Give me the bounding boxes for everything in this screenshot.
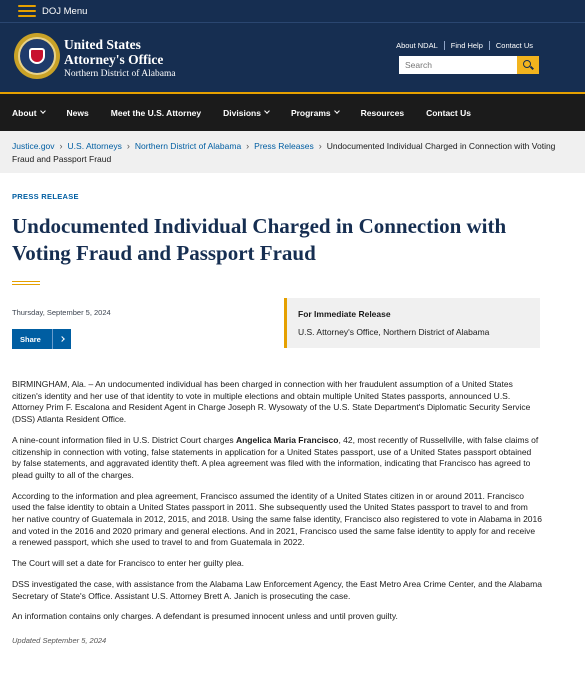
search-icon — [523, 60, 531, 68]
chevron-right-icon: › — [246, 141, 250, 151]
p2-after: , 42, most recently of Russellville, with false claims of citizenship in connection with voting, false statements in application for a United States passport, use of a United States passport obtained by false statements, and aggravated identity theft. A plea agreement was filed with the information, indicating that Francisco has agreed to plead guilty to all of the charges. — [12, 434, 539, 480]
nav-item-programs[interactable] — [291, 108, 339, 118]
nav-label: Meet the U.S. Attorney — [110, 107, 202, 118]
paragraph-3: According to the information and plea agreement, Francisco assumed the identity of a United States citizen in or around 2011. Francisco used the false identity to obtain a United States passport in 2011. She subsequently used the United States passport to travel to and from her native country of Guatemala in 2012, 2015, and 2018. Using the same false identity, Francisco also registered to vote in Alabama in 2016 and voted in the 2016 and 2020 primary and general elections. And in 2021, Francisco used the same false identity to apply for and receive a renewed passport, which she used to travel to and from Guatemala in 2022. — [12, 490, 542, 548]
doj-topbar — [0, 0, 585, 22]
brand-line2: Attorney's Office — [64, 52, 164, 67]
release-info-box — [284, 298, 540, 348]
utility-link-find-help[interactable]: Find Help — [444, 41, 489, 50]
breadcrumb-current: Undocumented Individual Charged in Connection with Voting Fraud and Passport Fraud — [12, 141, 556, 164]
paragraph-1: BIRMINGHAM, Ala. – An undocumented individual has been charged in connection with her fraudulent assumption of a United States citizen's identity and her use of that identity to vote in multiple elections and obtain multiple United States passports, announced U.S. Attorney Prim F. Escalona and Resident Agent in Charge Joseph R. Wysowaty of the U.S. State Department's Diplomatic Security Service (DSS) Atlanta Resident Office. — [12, 379, 531, 425]
p2-before: A nine-count information filed in U.S. District Court charges — [12, 434, 236, 445]
nav-item-meet-attorney[interactable] — [111, 108, 201, 118]
press-release-label: PRESS RELEASE — [12, 192, 79, 201]
utility-link-contact[interactable]: Contact Us — [489, 41, 539, 50]
search-form — [399, 56, 539, 74]
share-button[interactable] — [12, 329, 71, 349]
publish-date: Thursday, September 5, 2024 — [12, 308, 111, 317]
article — [0, 192, 585, 645]
nav-item-resources[interactable] — [361, 108, 404, 118]
search-input[interactable] — [399, 56, 517, 74]
nav-label: Divisions — [223, 107, 261, 118]
doj-menu-label[interactable]: DOJ Menu — [42, 5, 88, 17]
nav-label: News — [66, 107, 89, 118]
site-brand[interactable] — [64, 37, 176, 81]
nav-label: Programs — [290, 107, 331, 118]
page-title: Undocumented Individual Charged in Connection with Voting Fraud and Passport Fraud — [12, 214, 507, 265]
hamburger-menu-icon[interactable] — [18, 5, 36, 17]
release-office: U.S. Attorney's Office, Northern District of Alabama — [298, 327, 490, 337]
brand-line3: Northern District of Alabama — [64, 69, 176, 79]
nav-item-about[interactable] — [12, 108, 45, 118]
defendant-name: Angelica Maria Francisco — [235, 434, 339, 445]
chevron-right-icon: › — [318, 141, 322, 151]
breadcrumb-link-press[interactable]: Press Releases — [254, 141, 314, 151]
utility-link-about[interactable]: About NDAL — [396, 41, 438, 50]
share-label: Share — [20, 334, 41, 344]
paragraph-5: DSS investigated the case, with assistance from the Alabama Law Enforcement Agency, the East Metro Area Crime Center, and the Alabama Secretary of State's Office. Assistant U.S. Attorney Brett A. Janich is prosecuting the case. — [12, 578, 542, 601]
article-body — [12, 379, 542, 645]
nav-item-contact[interactable] — [426, 108, 471, 118]
breadcrumb — [0, 131, 585, 173]
doj-seal-icon[interactable] — [14, 33, 60, 79]
brand-line1: United States — [64, 37, 141, 52]
search-button[interactable] — [517, 56, 539, 74]
chevron-down-icon — [264, 108, 270, 114]
nav-label: About — [12, 107, 37, 118]
breadcrumb-link-ndal[interactable]: Northern District of Alabama — [134, 141, 242, 151]
title-divider — [12, 281, 40, 285]
nav-item-news[interactable] — [67, 108, 89, 118]
release-title: For Immediate Release — [298, 309, 391, 319]
main-nav — [0, 92, 585, 131]
nav-label: Resources — [360, 107, 405, 118]
chevron-right-icon: › — [126, 141, 130, 151]
paragraph-6: An information contains only charges. A defendant is presumed innocent unless and until proven guilty. — [12, 611, 398, 622]
nav-item-divisions[interactable] — [223, 108, 269, 118]
nav-label: Contact Us — [426, 107, 471, 118]
chevron-right-icon — [52, 329, 71, 349]
paragraph-2 — [12, 435, 542, 482]
utility-nav — [390, 41, 539, 50]
chevron-down-icon — [40, 108, 46, 114]
updated-date: Updated September 5, 2024 — [12, 635, 107, 645]
chevron-down-icon — [334, 108, 340, 114]
breadcrumb-link-usao[interactable]: U.S. Attorneys — [67, 141, 122, 151]
chevron-right-icon: › — [59, 141, 63, 151]
site-header — [0, 22, 585, 92]
breadcrumb-link-justice[interactable]: Justice.gov — [12, 141, 55, 151]
paragraph-4: The Court will set a date for Francisco to enter her guilty plea. — [12, 558, 244, 569]
article-meta — [12, 298, 573, 374]
